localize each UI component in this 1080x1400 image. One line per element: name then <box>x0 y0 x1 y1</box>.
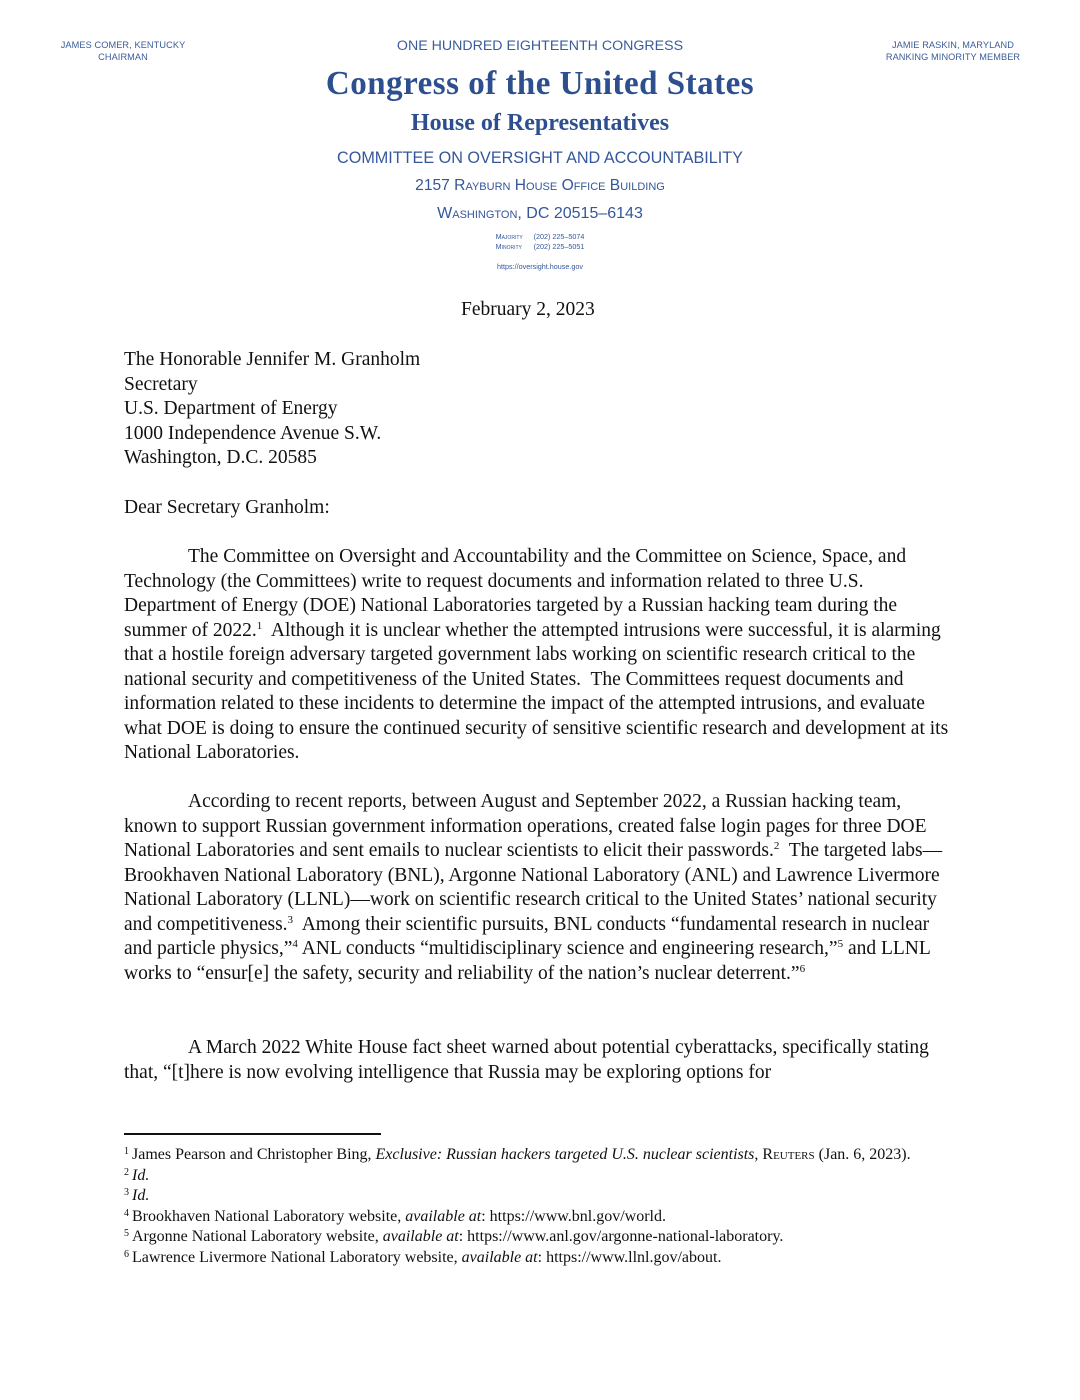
footnote-text: Brookhaven National Laboratory website, <box>132 1207 406 1225</box>
letter-date: February 2, 2023 <box>461 299 595 320</box>
footnote-link[interactable]: : https://www.bnl.gov/world. <box>481 1207 666 1225</box>
letterhead <box>240 36 840 272</box>
salutation: Dear Secretary Granholm: <box>124 497 330 518</box>
footnote-text: available at <box>382 1228 459 1245</box>
paragraph-text: Although it is unclear whether the attempted intrusions were successful, it is alarming that a hostile foreign adversary targeted government labs working on scientific research critical to the national security and competitiveness of the United States. The Committees request documents and information related to these incidents to determine the impact of the attempted intrusions, and evaluate what DOE is doing to ensure the continued security of sensitive scientific research and development at its National Laboratories. <box>124 619 954 763</box>
body-paragraph-2 <box>124 790 950 986</box>
footnote-2 <box>124 1166 954 1187</box>
recipient-street: 1000 Independence Avenue S.W. <box>124 422 382 444</box>
recipient-name: The Honorable Jennifer M. Granholm <box>124 349 421 370</box>
article-title: Exclusive: Russian hackers targeted U.S. nuclear scientists <box>375 1146 755 1163</box>
chairman-name: JAMES COMER, KENTUCKY <box>60 40 186 50</box>
website-link[interactable]: https://oversight.house.gov <box>497 262 583 271</box>
footnote-number: 5 <box>124 1228 129 1239</box>
congress-number: ONE HUNDRED EIGHTEENTH CONGRESS <box>396 38 684 54</box>
footnote-text: Id. <box>132 1166 150 1184</box>
paragraph-text: and LLNL works to “ensur[e] the safety, security and reliability of the nation’s nuclear deterrent.” <box>124 938 931 984</box>
congress-title: Congress of the United States <box>325 65 755 103</box>
paragraph-text: Among their scientific pursuits, BNL conducts “fundamental research in nuclear and particle physics,” <box>124 913 935 959</box>
footnote-number: 1 <box>124 1146 129 1157</box>
paragraph-text: A March 2022 White House fact sheet warned about potential cyberattacks, specifically stating that, “[t]here is now evolving intelligence that Russia may be exploring options for <box>124 1037 929 1083</box>
house-title: House of Representatives <box>410 110 670 136</box>
footnote-3 <box>124 1186 954 1207</box>
footnote-link[interactable]: : https://www.anl.gov/argonne-national-laboratory. <box>458 1228 784 1245</box>
footnote-number: 6 <box>124 1248 129 1260</box>
recipient-department: U.S. Department of Energy <box>124 398 338 420</box>
footnote-text: available at <box>461 1248 538 1266</box>
body-paragraph-3 <box>124 1036 950 1085</box>
chairman-block <box>44 40 202 63</box>
phone-number: (202) 225–5051 <box>533 242 585 251</box>
body-paragraph-1 <box>124 545 954 766</box>
paragraph-text: ANL conducts “multidisciplinary science and engineering research,” <box>297 938 838 959</box>
phone-number: (202) 225–5074 <box>533 232 585 241</box>
paragraph-text: The targeted labs—Brookhaven National Laboratory (BNL), Argonne National Laboratory (ANL) and Lawrence Livermore National Laboratory (LLNL)—work on scientific research critical to the United States’ national security and competitiveness. <box>124 840 945 935</box>
footnote-text: James Pearson and Christopher Bing, <box>132 1146 376 1163</box>
footnote-text: (Jan. 6, 2023). <box>814 1146 911 1163</box>
footnote-6 <box>124 1248 954 1269</box>
footnote-number: 2 <box>124 1166 129 1178</box>
footnote-5 <box>124 1227 954 1248</box>
committee-name: COMMITTEE ON OVERSIGHT AND ACCOUNTABILITY <box>337 149 743 167</box>
footnote-ref[interactable]: 5 <box>837 938 844 950</box>
footnote-ref[interactable]: 6 <box>799 962 806 975</box>
footnote-text: Id. <box>132 1187 150 1204</box>
paragraph-text: According to recent reports, between August and September 2022, a Russian hacking team, known to support Russian government information operations, created false login pages for three DOE National Laboratories and sent emails to nuclear scientists to elicit their passwords. <box>124 791 927 861</box>
footnote-text: available at <box>405 1207 482 1225</box>
phone-label: Majority <box>495 232 523 241</box>
footnote-1 <box>124 1145 954 1166</box>
footnote-ref[interactable]: 2 <box>773 840 780 852</box>
footnote-number: 3 <box>124 1187 129 1198</box>
footnote-ref[interactable]: 4 <box>292 938 298 950</box>
ranking-member-block <box>860 40 1046 63</box>
phone-minority <box>496 242 585 252</box>
recipient-address <box>124 348 420 471</box>
city-address: Washington, DC 20515–6143 <box>437 205 643 222</box>
footnote-divider <box>124 1133 381 1135</box>
ranking-member-title: RANKING MINORITY MEMBER <box>885 51 1021 62</box>
footnote-text: Argonne National Laboratory website, <box>132 1228 383 1245</box>
phone-numbers <box>496 232 585 252</box>
footnote-text: Lawrence Livermore National Laboratory website, <box>132 1248 462 1266</box>
footnote-link[interactable]: : https://www.llnl.gov/about. <box>537 1248 722 1266</box>
footnote-4 <box>124 1207 954 1228</box>
phone-majority <box>496 232 585 242</box>
footnote-ref[interactable]: 3 <box>287 913 294 926</box>
recipient-city: Washington, D.C. 20585 <box>124 447 317 469</box>
footnote-number: 4 <box>124 1207 129 1219</box>
footnotes <box>124 1145 954 1268</box>
footnote-text: , <box>754 1146 763 1163</box>
phone-label: Minority <box>495 242 522 251</box>
chairman-title: CHAIRMAN <box>98 51 148 62</box>
publication-name: Reuters <box>762 1146 815 1163</box>
paragraph-text: The Committee on Oversight and Accountability and the Committee on Science, Space, and Technology (the Committees) write to request documents and information related to three U.S. Department of Energy (DOE) National Laboratories targeted by a Russian hacking team during the summer of 2022. <box>124 546 907 641</box>
office-address: 2157 Rayburn House Office Building <box>415 177 665 194</box>
recipient-title: Secretary <box>124 373 198 395</box>
footnote-ref[interactable]: 1 <box>256 619 263 632</box>
ranking-member-name: JAMIE RASKIN, MARYLAND <box>891 40 1014 50</box>
